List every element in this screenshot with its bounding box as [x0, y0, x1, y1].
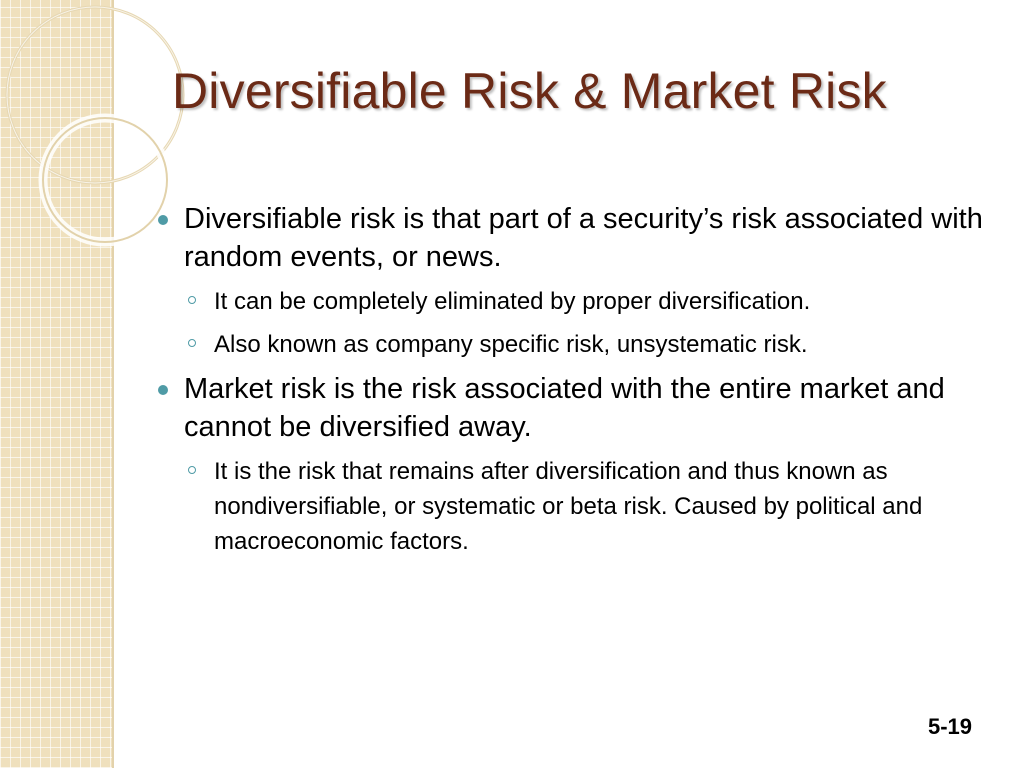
bullet-dot-icon	[158, 385, 168, 395]
bullet-item	[154, 370, 994, 446]
sub-bullet-circle-icon	[188, 339, 196, 347]
sub-bullet-item	[154, 284, 994, 319]
sub-bullet-item	[154, 327, 994, 362]
sub-bullet-text: It is the risk that remains after diversification and thus known as nondiversifiable, or systematic or beta risk. Caused by political and macroeconomic factors.	[214, 458, 923, 555]
bullet-text: Market risk is the risk associated with the entire market and cannot be diversified away.	[184, 373, 945, 443]
sub-bullet-text: It can be completely eliminated by proper diversification.	[214, 288, 811, 315]
bullet-item	[154, 200, 994, 276]
sub-bullet-circle-icon	[188, 466, 196, 474]
slide-number: 5-19	[927, 714, 972, 739]
sub-bullet-circle-icon	[188, 296, 196, 304]
sub-bullet-item	[154, 454, 994, 559]
sub-bullet-text: Also known as company specific risk, unsystematic risk.	[214, 331, 808, 358]
bullet-text: Diversifiable risk is that part of a security’s risk associated with random events, or news.	[184, 203, 983, 273]
bullet-dot-icon	[158, 215, 168, 225]
slide-body	[154, 200, 994, 567]
slide-title: Diversifiable Risk & Market Risk	[172, 63, 887, 119]
